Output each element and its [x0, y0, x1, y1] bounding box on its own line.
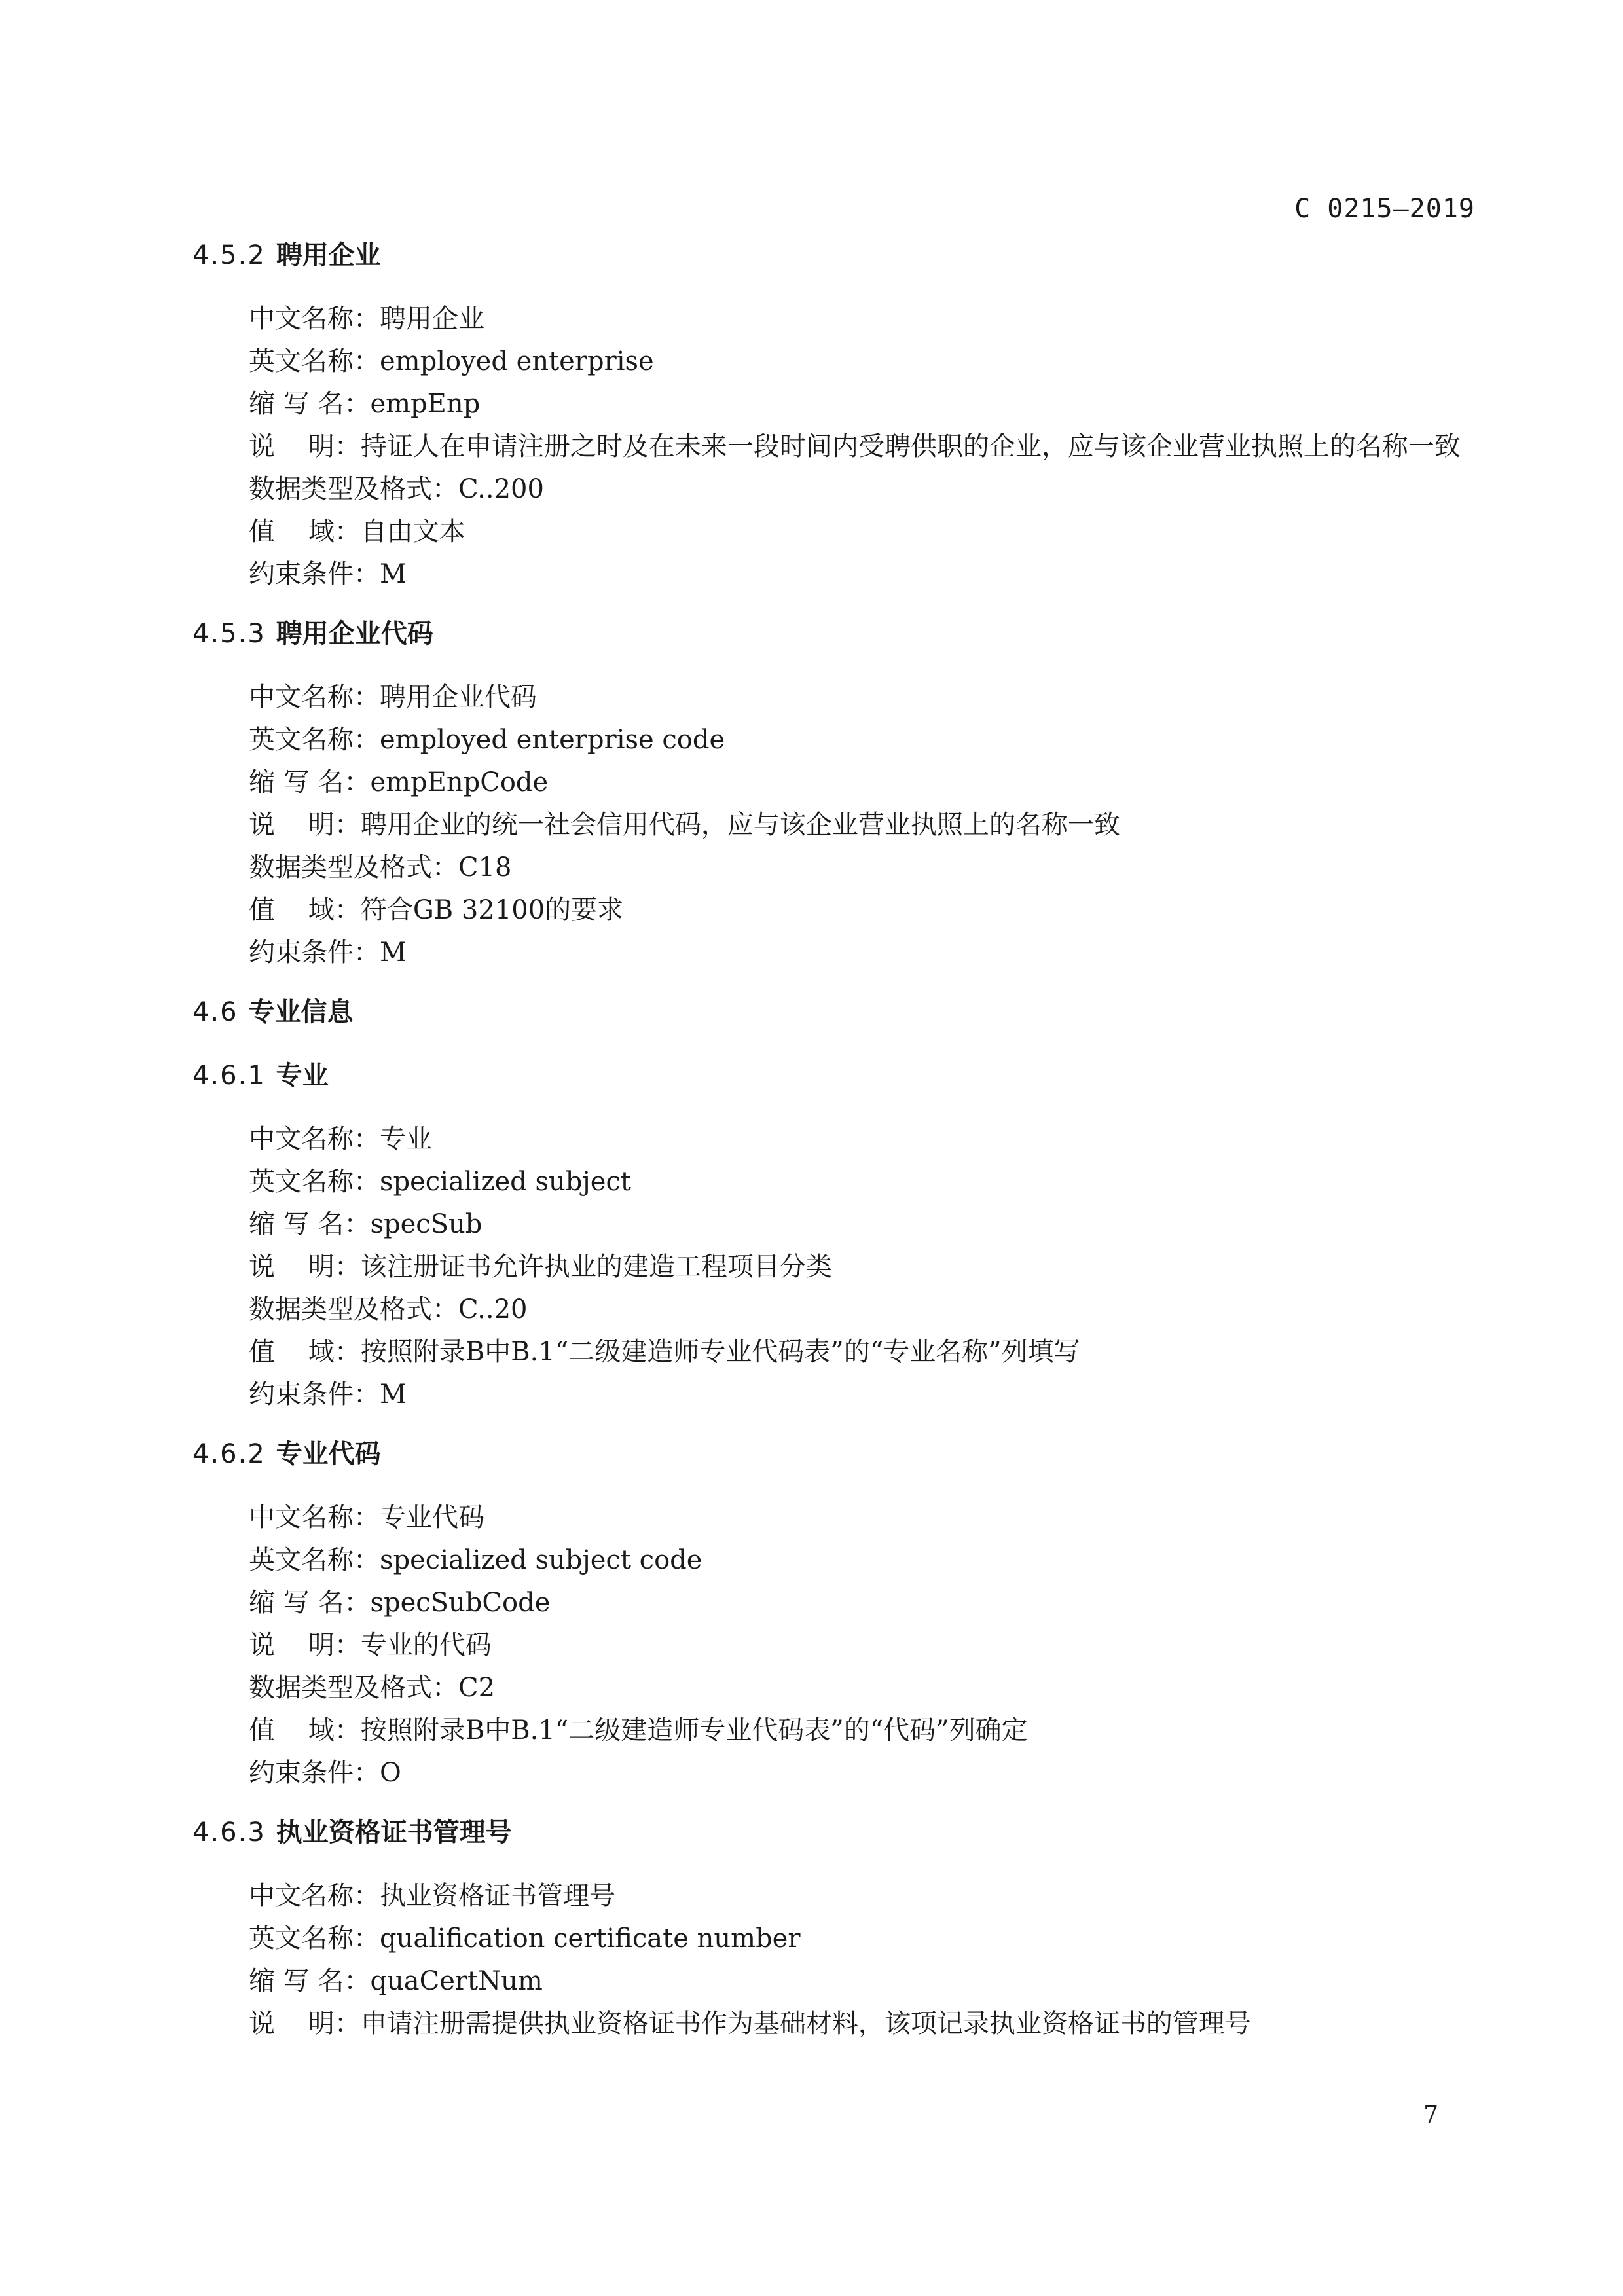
field-value: specialized subject code — [380, 1545, 702, 1575]
field-row — [192, 340, 1476, 383]
field-row — [192, 1918, 1476, 1960]
field-row — [192, 932, 1476, 974]
field-label: 英文名称： — [249, 1167, 380, 1197]
field-row — [192, 719, 1476, 761]
section-number: 4.6.1 — [192, 1061, 266, 1091]
field-label: 中文名称： — [249, 1503, 380, 1533]
field-label: 说 明： — [249, 431, 361, 462]
field-row — [192, 1374, 1476, 1416]
field-value: employed enterprise — [380, 346, 654, 376]
section-number: 4.5.3 — [192, 619, 266, 649]
field-row — [192, 553, 1476, 596]
field-value: M — [380, 1379, 407, 1410]
field-value: 聘用企业的统一社会信用代码，应与该企业营业执照上的名称一致 — [360, 810, 1120, 840]
field-label: 值 域： — [249, 517, 361, 547]
field-value: specialized subject — [380, 1167, 631, 1197]
section-number: 4.6.2 — [192, 1439, 266, 1469]
section-heading — [192, 234, 1476, 277]
field-value: 执业资格证书管理号 — [380, 1881, 615, 1911]
field-value: specSub — [370, 1209, 483, 1239]
section-title: 专业代码 — [276, 1439, 381, 1469]
field-row — [192, 1331, 1476, 1374]
field-row — [192, 761, 1476, 804]
section-heading — [192, 991, 1476, 1034]
field-value: C..20 — [458, 1294, 528, 1324]
field-label: 说 明： — [249, 1252, 361, 1282]
field-row — [192, 889, 1476, 932]
field-value: quaCertNum — [370, 1966, 543, 1996]
field-label: 中文名称： — [249, 304, 380, 334]
field-row — [192, 1582, 1476, 1624]
field-row — [192, 298, 1476, 340]
field-value: 专业代码 — [380, 1503, 484, 1533]
field-label: 约束条件： — [249, 1758, 380, 1788]
field-value: 符合GB 32100的要求 — [360, 895, 624, 925]
field-label: 中文名称： — [249, 1881, 380, 1911]
field-row — [192, 2003, 1476, 2045]
field-row — [192, 1118, 1476, 1161]
field-row — [192, 1875, 1476, 1918]
field-label: 缩 写 名： — [249, 1588, 371, 1618]
field-value: 专业 — [380, 1124, 432, 1154]
field-label: 约束条件： — [249, 1379, 380, 1410]
field-value: 持证人在申请注册之时及在未来一段时间内受聘供职的企业，应与该企业营业执照上的名称一致 — [360, 431, 1461, 462]
field-row — [192, 511, 1476, 553]
field-value: C..200 — [458, 474, 544, 504]
field-row — [192, 1709, 1476, 1752]
field-label: 缩 写 名： — [249, 1966, 371, 1996]
field-value: qualification certificate number — [380, 1923, 801, 1954]
field-row — [192, 676, 1476, 719]
section-number: 4.6.3 — [192, 1817, 266, 1848]
section-number: 4.6 — [192, 997, 238, 1027]
field-label: 数据类型及格式： — [249, 1294, 458, 1324]
field-row — [192, 1960, 1476, 2003]
field-row — [192, 847, 1476, 889]
field-row — [192, 1624, 1476, 1667]
field-label: 英文名称： — [249, 725, 380, 755]
field-value: M — [380, 559, 407, 589]
field-value: C18 — [458, 852, 512, 883]
field-row — [192, 1161, 1476, 1203]
field-value: employed enterprise code — [380, 725, 725, 755]
field-label: 数据类型及格式： — [249, 852, 458, 883]
field-value: O — [380, 1758, 401, 1788]
field-label: 说 明： — [249, 810, 361, 840]
field-label: 说 明： — [249, 1630, 361, 1660]
field-label: 中文名称： — [249, 1124, 380, 1154]
field-row — [192, 1539, 1476, 1582]
field-value: C2 — [458, 1673, 496, 1703]
field-value: 自由文本 — [360, 517, 465, 547]
field-label: 值 域： — [249, 1337, 361, 1367]
field-label: 缩 写 名： — [249, 767, 371, 797]
section-heading — [192, 1433, 1476, 1476]
section-heading — [192, 1812, 1476, 1854]
field-row — [192, 468, 1476, 511]
field-value: specSubCode — [370, 1588, 551, 1618]
field-value: M — [380, 938, 407, 968]
field-label: 值 域： — [249, 895, 361, 925]
field-label: 缩 写 名： — [249, 1209, 371, 1239]
field-value: 该注册证书允许执业的建造工程项目分类 — [360, 1252, 832, 1282]
section-title: 专业信息 — [248, 997, 354, 1027]
field-label: 英文名称： — [249, 1545, 380, 1575]
section-title: 专业 — [276, 1061, 329, 1091]
field-value: 聘用企业 — [380, 304, 484, 334]
field-value: 按照附录B中B.1“二级建造师专业代码表”的“代码”列确定 — [360, 1715, 1028, 1745]
field-value: empEnpCode — [370, 767, 549, 797]
field-label: 英文名称： — [249, 1923, 380, 1954]
field-row — [192, 804, 1476, 847]
section-heading — [192, 1055, 1476, 1097]
section-number: 4.5.2 — [192, 240, 266, 270]
field-label: 数据类型及格式： — [249, 474, 458, 504]
field-label: 约束条件： — [249, 559, 380, 589]
field-row — [192, 383, 1476, 426]
field-label: 英文名称： — [249, 346, 380, 376]
field-value: 按照附录B中B.1“二级建造师专业代码表”的“专业名称”列填写 — [360, 1337, 1080, 1367]
field-value: 申请注册需提供执业资格证书作为基础材料，该项记录执业资格证书的管理号 — [360, 2009, 1251, 2039]
field-label: 中文名称： — [249, 682, 380, 712]
field-row — [192, 1288, 1476, 1331]
field-value: 专业的代码 — [360, 1630, 492, 1660]
section-title: 聘用企业 — [276, 240, 381, 270]
field-value: empEnp — [370, 389, 481, 419]
section-title: 聘用企业代码 — [276, 619, 433, 649]
field-row — [192, 1203, 1476, 1246]
field-label: 说 明： — [249, 2009, 361, 2039]
field-row — [192, 1752, 1476, 1795]
field-label: 缩 写 名： — [249, 389, 371, 419]
page-number: 7 — [1423, 2102, 1438, 2128]
section-heading — [192, 613, 1476, 655]
document-code: C 0215—2019 — [1294, 194, 1475, 224]
field-label: 值 域： — [249, 1715, 361, 1745]
document-body — [192, 223, 1476, 2045]
field-row — [192, 426, 1476, 468]
field-row — [192, 1246, 1476, 1288]
field-label: 数据类型及格式： — [249, 1673, 458, 1703]
section-title: 执业资格证书管理号 — [276, 1817, 512, 1848]
field-value: 聘用企业代码 — [380, 682, 537, 712]
field-row — [192, 1497, 1476, 1539]
field-label: 约束条件： — [249, 938, 380, 968]
field-row — [192, 1667, 1476, 1709]
